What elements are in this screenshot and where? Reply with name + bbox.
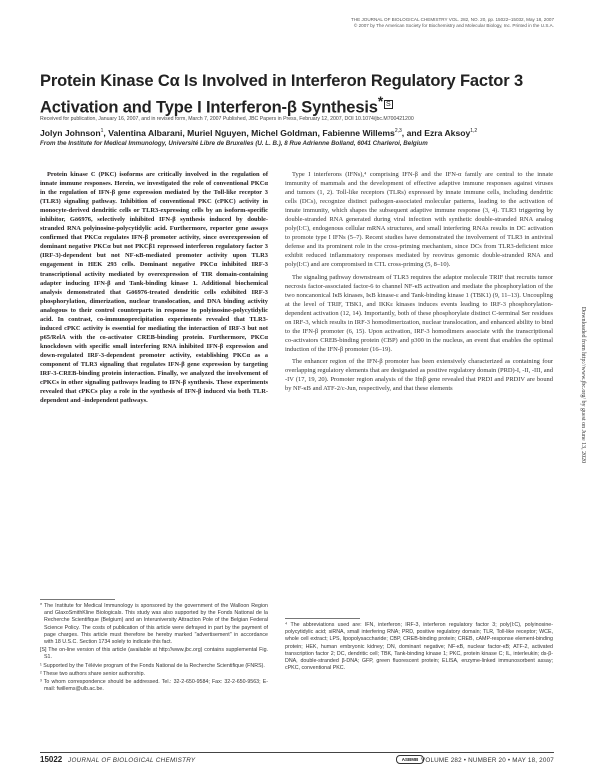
asbmb-logo-icon: ASBMB	[396, 755, 424, 764]
footer-journal-name: JOURNAL OF BIOLOGICAL CHEMISTRY	[68, 756, 196, 764]
footnote-divider-right	[285, 618, 360, 619]
footnote-2: ² These two authors share senior authorship.	[40, 670, 146, 677]
authors-conjunction: and	[406, 127, 422, 138]
journal-header	[224, 17, 554, 30]
affiliation: From the Institute for Medical Immunology, Université Libre de Bruxelles (U. L. B.), 8 Rue Adrienne Bolland, 6041 Charleroi, Belgium	[40, 140, 428, 147]
footnote-divider-left	[40, 599, 115, 600]
footer-volume-info: VOLUME 282 • NUMBER 20 • MAY 18, 2007	[420, 756, 554, 764]
intro-paragraph: The signaling pathway downstream of TLR3 requires the adaptor molecule TRIF that recruits tumor necrosis factor-associated factor-6 to channel NF-κB activation and mediate the phosphorylation of the two noncanonical IκB kinases, IκB kinase-ε and Tank-binding kinase 1 (TBK1) (9, 11–13). Uncoupling at the level of TRIF, TBK1, and IKKε kinases induces events leading to IRF-3 phosphorylation-dependent activation (12, 14). Importantly, both of these phosphorylate distinct C-terminal Ser residues on IRF-3, which results in IRF-3 homodimerization, nuclear translocation, and enhanced ability to bind to the IFN-β promoter (6, 15). Upon activation, IRF-3 homodimers associate with the transcriptional co-activators CREB-binding protein (CBP) and p300 in the nucleus, an event that enables the optimal induction of the IFN-β promoter (16–19).	[285, 273, 553, 353]
author-affil-marker: 1,2	[470, 128, 478, 134]
author-name: Muriel Nguyen	[187, 127, 247, 138]
author-name: Jolyn Johnson	[40, 127, 101, 138]
article-title	[40, 72, 560, 118]
author-affil-marker: 1	[100, 128, 104, 134]
intro-paragraph: The enhancer region of the IFN-β promoter has been extensively characterized as containing four overlapping regulatory elements that are designated as positive regulatory domain (PRD)-I, -II, -III, and -IV (17, 19, 20). Promoter region analysis of the Ifnβ gene revealed that PRDI and PRDIV are bound by NF-κB and ATF-2/c-Jun, respectively, and that these elements	[285, 357, 553, 393]
footnote-funding: * The Institute for Medical Immunology is sponsored by the government of the Walloon Region and GlaxoSmithKline Biologicals. This study was also supported by the Fonds National de la Recherche Scientifique (Belgium) and an Interuniversity Attraction Pole of the Belgian Federal Science Policy. The costs of publication of this article were defrayed in part by the payment of page charges. This article must therefore be hereby marked "advertisement" in accordance with 18 U.S.C. Section 1734 solely to indicate this fact.	[40, 603, 268, 646]
article-title-text: Protein Kinase Cα Is Involved in Interferon Regulatory Factor 3 Activation and Type I Interferon-β Synthesis	[40, 72, 523, 116]
footer-divider	[40, 752, 554, 753]
abstract	[40, 170, 268, 405]
footnote-3: ³ To whom correspondence should be addressed. Tel.: 32-2-650-9584; Fax: 32-2-650-9563; E-mail: fwillems@ulb.ac.be.	[40, 679, 268, 693]
author-affil-marker: 2,3	[394, 128, 402, 134]
footnote-1: ¹ Supported by the Télévie program of the Fonds National de la Recherche Scientifique (FNRS).	[40, 662, 265, 669]
title-funding-marker: *	[377, 93, 384, 109]
download-sidebar-text: Downloaded from http://www.jbc.org/ by guest on June 13, 2020	[580, 306, 586, 464]
footnote-supplemental: [S] The on-line version of this article (available at http://www.jbc.org) contains supplemental Fig. S1.	[40, 647, 268, 661]
abstract-text: Protein kinase C (PKC) isoforms are critically involved in the regulation of innate immune responses. Herein, we investigated the role of conventional PKCα in the regulation of IFN-β gene expression mediated by the Toll-like receptor 3 (TLR3) signaling pathway. Inhibition of conventional PKC (cPKC) activity in monocyte-derived dendritic cells or TLR3-expressing cells by an isoform-specific inhibitor, Gö6976, selectively inhibited IFN-β synthesis induced by double-stranded RNA polyinosine-polycytidylic acid. Furthermore, reporter gene assays confirmed that PKCα regulates IFN-β promoter activity, since overexpression of dominant negative PKCα but not PKCβ1 repressed interferon regulatory factor 3 (IRF-3)-dependent but not NF-κB-mediated promoter activity upon TLR3 engagement in HEK 293 cells. Dominant negative PKCα inhibited IRF-3 transcriptional activity mediated by overexpression of TIR domain-containing adapter inducing IFN-β and Tank-binding kinase 1. Additional biochemical analysis demonstrated that Gö6976-treated dendritic cells exhibited IRF-3 phosphorylation, dimerization, nuclear translocation, and DNA binding activity analogous to their control counterparts in response to polyinosine-polycytidylic acid. In contrast, co-immunoprecipitation experiments revealed that TLR3-induced cPKC activity is essential for mediating the interaction of IRF-3 but not p65/RelA with the co-activator CREB-binding protein. Furthermore, PKCα knockdown with specific small interfering RNA inhibited IFN-β expression and down-regulated IRF-3-dependent promoter activity, establishing PKCα as a component of TLR3 signaling that regulates IFN-β gene expression by targeting IRF-3-CREB-binding protein interaction. Finally, we analyzed the involvement of cPKCs in other signaling pathways leading to IFN-β synthesis. These experiments revealed that cPKCs play a role in the synthesis of IFN-β induced via both TLR-dependent and -independent pathways.	[40, 171, 268, 405]
received-line: Received for publication, January 16, 2007, and in revised form, March 7, 2007 Published, JBC Papers in Press, February 12, 2007, DOI 10.1074/jbc.M700421200	[40, 116, 414, 122]
page-number: 15022	[40, 755, 63, 764]
supplemental-icon[interactable]: S	[386, 100, 391, 108]
intro-paragraph: Type I interferons (IFNs),⁴ comprising IFN-β and the IFN-α family are central to the innate immunity of mammals and the development of effective adaptive immune responses against viruses and tumors (1, 2). Toll-like receptors (TLRs) expressed by innate immune cells, including dendritic cells (DCs), recognize distinct pathogen-associated molecular patterns, leading to the activation of innate immunity, which shapes the subsequent adaptive immune response (3, 4). TLR3 triggering by double-stranded RNA generated during viral infection with synthetic double-stranded RNA analog poly(I:C), endogenous cellular mRNA structures, and small interfering RNAs results in DC activation to promote type I IFNs (5–7). Recent studies have demonstrated the involvement of TLR3 in antiviral defense and its prominent role in the cross-priming mechanism, since DCs from TLR3-deficient mice exhibit reduced inflammatory responses mediated by reovirus genomic double-stranded RNA and poly(I:C) and are compromised in CTL cross-priming (5, 8–10).	[285, 171, 553, 269]
author-name: Michel Goldman	[251, 127, 318, 138]
footnotes-left	[40, 603, 268, 694]
introduction	[285, 170, 553, 393]
journal-header-line1: THE JOURNAL OF BIOLOGICAL CHEMISTRY VOL. 282, NO. 20, pp. 15022–15032, May 18, 2007	[351, 17, 554, 22]
journal-header-line2: © 2007 by The American Society for Biochemistry and Molecular Biology, Inc. Printed in the U.S.A.	[353, 23, 554, 29]
author-name: Fabienne Willems	[322, 127, 395, 138]
author-name: Ezra Aksoy	[424, 127, 471, 138]
download-sidebar[interactable]	[579, 180, 587, 590]
author-name: Valentina Albarani	[108, 127, 183, 138]
footnote-abbreviations: ⁴ The abbreviations used are: IFN, interferon; IRF-3, interferon regulatory factor 3; poly(I:C), polyinosine-polycytidylic acid; siRNA, small interfering RNA; PRD, positive regulatory domain; TLR, Toll-like receptor; WCE, whole cell extract; LPS, lipopolysaccharide; CBP, CREB-binding protein; CREB, cAMP-response element-binding protein; HEK, human embryonic kidney; DN, dominant negative; NF-κB, nuclear factor-κB; ATF-2, activated transcription factor 2; DC, dendritic cell; TBK, Tank-binding kinase 1; PKC, protein kinase C; IL, interleukin; ds-β-DNA, double-stranded β-DNA; GFP, green fluorescent protein; ELISA, enzyme-linked immunosorbent assay; cPKC, conventional PKC.	[285, 622, 553, 672]
author-list: Jolyn Johnson$^1$, Valentina Albarani, Muriel Nguyen, Michel Goldman, Fabienne Willems$^{2,3}$, and Ezra Aksoy$^{1,2}$	[40, 127, 478, 138]
